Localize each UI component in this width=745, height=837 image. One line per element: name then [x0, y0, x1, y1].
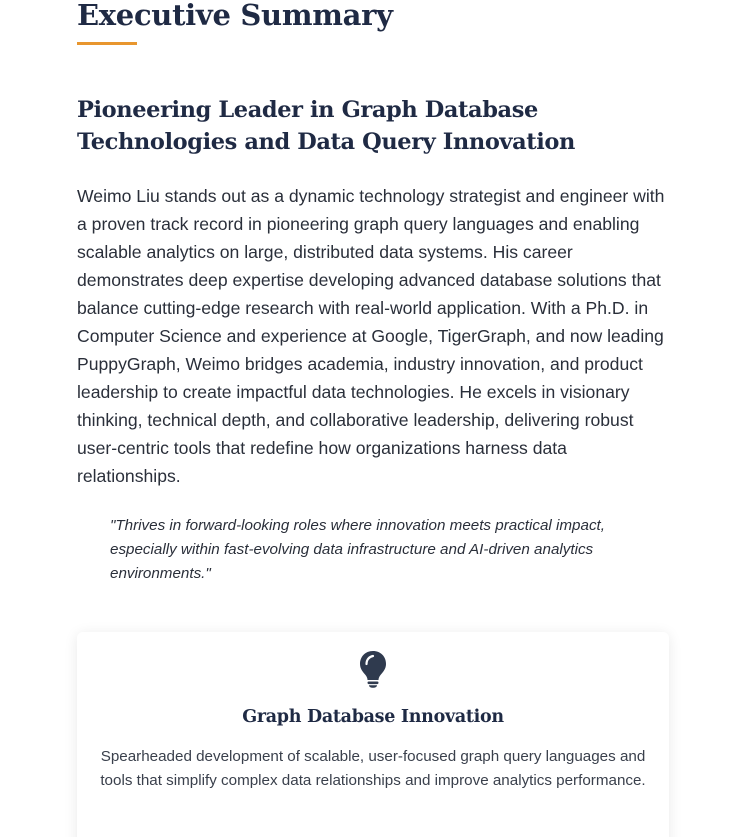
- lightbulb-icon: [358, 650, 388, 688]
- highlight-card: [77, 632, 669, 837]
- summary-body: Weimo Liu stands out as a dynamic technology strategist and engineer with a proven track record in pioneering graph query languages and enabling scalable analytics on large, distributed data systems. His career demonstrates deep expertise developing advanced database solutions that balance cutting-edge research with real-world application. With a Ph.D. in Computer Science and experience at Google, TigerGraph, and now leading PuppyGraph, Weimo bridges academia, industry innovation, and product leadership to create impactful data technologies. He excels in visionary thinking, technical depth, and collaborative leadership, delivering robust user-centric tools that redefine how organizations harness data relationships.: [77, 186, 665, 486]
- section-title: Executive Summary: [77, 0, 393, 32]
- card-text: Spearheaded development of scalable, user-focused graph query languages and tools that simplify complex data relationships and improve analytics performance.: [100, 748, 646, 789]
- summary-quote: "Thrives in forward-looking roles where innovation meets practical impact, especially within fast-evolving data infrastructure and AI-driven analytics environments.": [110, 517, 605, 582]
- summary-heading: Pioneering Leader in Graph Database Technologies and Data Query Innovation: [77, 97, 575, 155]
- title-underline: [77, 42, 137, 45]
- card-title: Graph Database Innovation: [242, 707, 504, 727]
